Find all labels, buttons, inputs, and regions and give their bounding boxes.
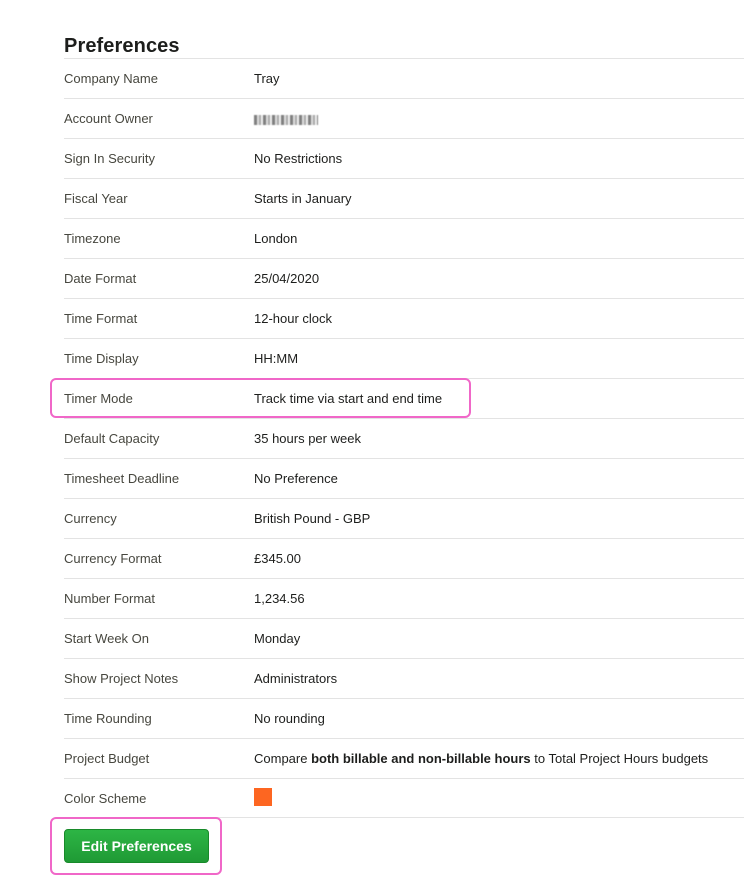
edit-preferences-button[interactable]: Edit Preferences [64, 829, 209, 863]
row-label: Timer Mode [64, 391, 133, 406]
row-timezone [64, 218, 744, 258]
row-time-format [64, 298, 744, 338]
row-value: No rounding [254, 711, 325, 726]
row-value: 1,234.56 [254, 591, 305, 606]
row-start-week-on [64, 618, 744, 658]
row-number-format [64, 578, 744, 618]
row-date-format [64, 258, 744, 298]
row-default-capacity [64, 418, 744, 458]
row-label: Timesheet Deadline [64, 471, 180, 486]
row-label: Time Rounding [64, 711, 152, 726]
row-company-name [64, 58, 744, 98]
row-show-project-notes [64, 658, 744, 698]
row-label: Fiscal Year [64, 191, 128, 206]
row-time-rounding [64, 698, 744, 738]
row-label: Number Format [64, 591, 156, 606]
row-value: Monday [254, 631, 301, 646]
preferences-table [64, 58, 744, 818]
row-value: No Restrictions [254, 151, 343, 166]
row-currency-format [64, 538, 744, 578]
row-value: Starts in January [254, 191, 352, 206]
row-value: Track time via start and end time [254, 391, 443, 406]
redacted-owner-name [254, 115, 318, 125]
budget-text-suffix: to Total Project Hours budgets [530, 751, 709, 766]
row-label: Account Owner [64, 111, 153, 126]
row-timesheet-deadline [64, 458, 744, 498]
row-label: Time Format [64, 311, 138, 326]
row-value [254, 788, 272, 809]
row-color-scheme [64, 778, 744, 818]
row-timer-mode [64, 378, 744, 418]
row-label: Show Project Notes [64, 671, 179, 686]
row-value: London [254, 231, 298, 246]
budget-text-prefix: Compare [254, 751, 312, 766]
row-label: Company Name [64, 71, 158, 86]
row-label: Start Week On [64, 631, 150, 646]
row-label: Sign In Security [64, 151, 156, 166]
row-label: Currency Format [64, 551, 162, 566]
row-label: Time Display [64, 351, 139, 366]
row-account-owner [64, 98, 744, 138]
row-sign-in-security [64, 138, 744, 178]
row-fiscal-year [64, 178, 744, 218]
row-label: Color Scheme [64, 790, 147, 806]
row-project-budget [64, 738, 744, 778]
row-label: Default Capacity [64, 431, 160, 446]
row-value: 35 hours per week [254, 431, 361, 446]
row-label: Date Format [64, 271, 137, 286]
row-value: HH:MM [254, 351, 299, 366]
row-value: Tray [254, 71, 280, 86]
row-value: Administrators [254, 671, 338, 686]
row-value: British Pound - GBP [254, 511, 371, 526]
row-time-display [64, 338, 744, 378]
page-title: Preferences [64, 35, 180, 58]
row-label: Currency [64, 511, 117, 526]
row-value [254, 751, 708, 766]
row-value: £345.00 [254, 551, 301, 566]
budget-text-bold: both billable and non-billable hours [311, 751, 531, 766]
row-currency [64, 498, 744, 538]
row-value: 25/04/2020 [254, 271, 320, 286]
row-value: No Preference [254, 471, 338, 486]
color-scheme-swatch [254, 788, 272, 806]
row-value-redacted [254, 111, 318, 126]
row-value: 12-hour clock [254, 311, 333, 326]
row-label: Timezone [64, 231, 121, 246]
row-label: Project Budget [64, 751, 150, 766]
